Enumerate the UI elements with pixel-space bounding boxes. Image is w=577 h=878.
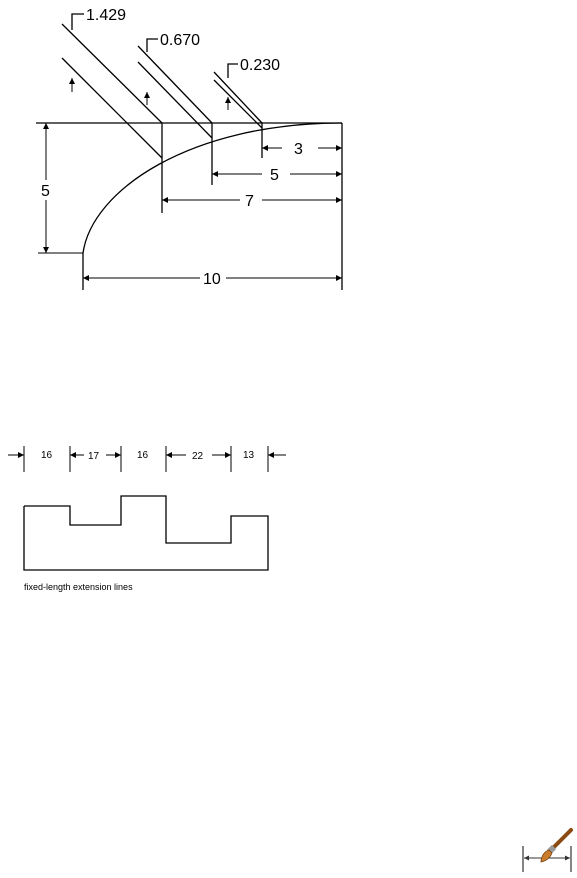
leader-label-3: 0.230 — [240, 57, 281, 74]
leader-hook-1 — [72, 14, 84, 30]
curve-figure — [36, 7, 342, 290]
dim-17-text: 17 — [88, 451, 100, 462]
leader-diag-2b — [138, 62, 212, 138]
step-profile — [24, 496, 268, 570]
dim-22-text: 22 — [192, 451, 204, 462]
dim-3-text: 3 — [294, 141, 303, 158]
leader-diag-3b — [214, 80, 262, 128]
leader-hook-3 — [228, 64, 238, 78]
dimension-style-brush-icon[interactable] — [519, 826, 575, 876]
dim-16b-text: 16 — [137, 450, 149, 461]
dim-16a-text: 16 — [41, 450, 53, 461]
step-figure — [8, 446, 286, 570]
dim-5-text: 5 — [270, 167, 279, 184]
dim-7-text: 7 — [245, 193, 254, 210]
dim-13-text: 13 — [243, 450, 255, 461]
leader-label-1: 1.429 — [86, 7, 127, 24]
vdim-text: 5 — [41, 183, 50, 200]
leader-diag-2a — [138, 46, 212, 123]
leader-diag-3a — [214, 72, 262, 123]
leader-label-2: 0.670 — [160, 32, 201, 49]
dim-10-text: 10 — [203, 271, 221, 288]
leader-hook-2 — [147, 39, 158, 52]
step-figure-caption: fixed-length extension lines — [24, 582, 133, 592]
